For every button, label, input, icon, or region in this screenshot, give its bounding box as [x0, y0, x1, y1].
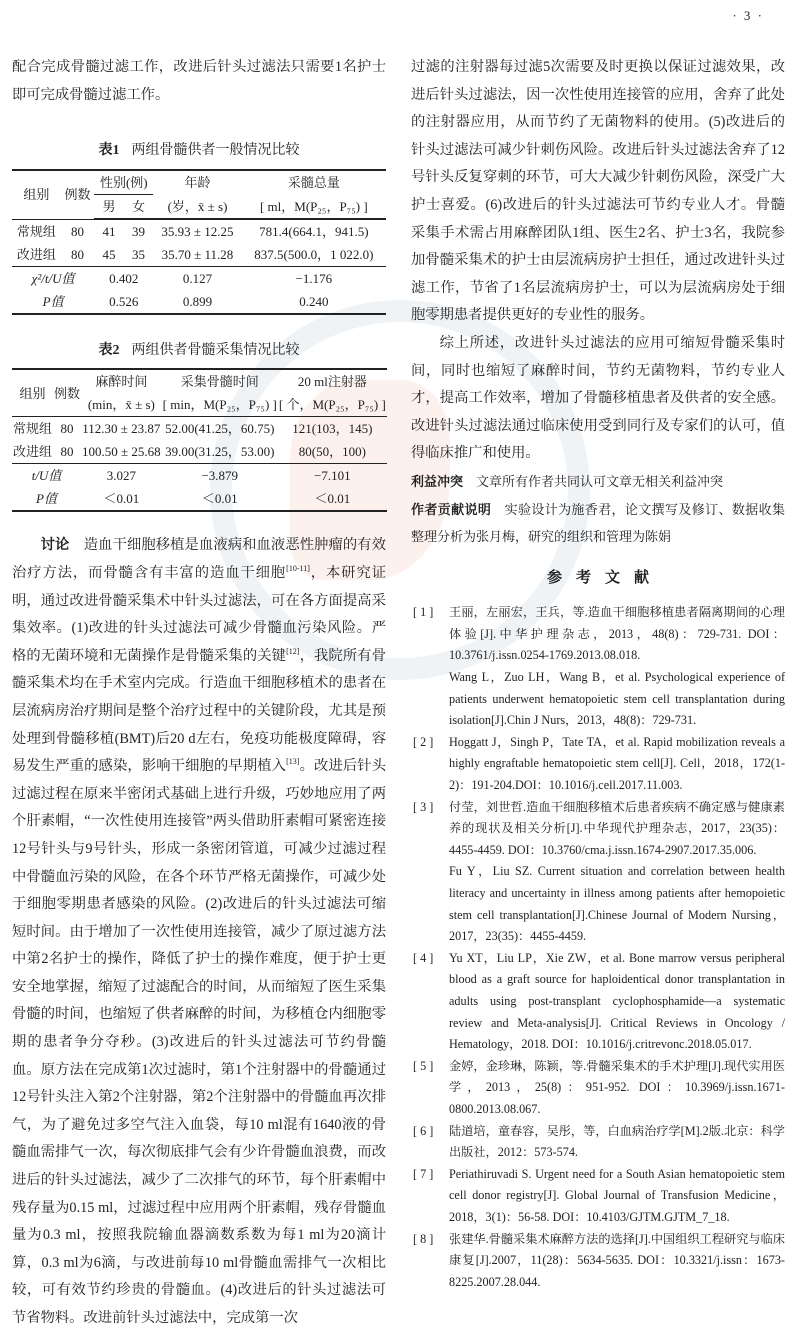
conflict-statement	[411, 468, 785, 496]
reference-item	[411, 1229, 785, 1294]
stats-cell: 0.127	[153, 266, 241, 290]
reference-text: 王丽，左丽宏，王兵，等.造血干细胞移植患者隔离期间的心理体验[J].中华护理杂志，2013，48(8)：729-731. DOI：10.3761/j.issn.0254-1769.2013.08.018.	[449, 605, 785, 663]
stats-cell: 0.402	[94, 266, 153, 290]
reference-text: 陆道培，童春容，吴彤，等，白血病治疗学[M].2版.北京：科学出版社，2012：573-574.	[449, 1123, 785, 1160]
reference-item	[411, 732, 785, 797]
discussion-text: ，我院所有骨髓采集术均在手术室内完成。行造血干细胞移植术的患者在层流病房治疗期间是整个治疗过程中的关键阶段，尤其是预处理到骨髓移植(BMT)后20 d左右，免疫功能极度障碍，容易发生严重的感染，影响干细胞的早期植入	[12, 647, 386, 775]
stats-cell: t/U值	[12, 464, 81, 488]
reference-body	[449, 1229, 785, 1294]
table1	[12, 169, 386, 315]
col-male: 男	[94, 194, 124, 218]
stats-cell: P值	[36, 491, 57, 507]
reference-number: [ 8 ]	[413, 1231, 434, 1246]
reference-list	[411, 602, 785, 1293]
table-cell: 80(50，100)	[298, 444, 366, 460]
citation: [13]	[286, 757, 300, 767]
stats-cell: 0.526	[109, 293, 139, 309]
reference-number: [ 7 ]	[413, 1166, 434, 1181]
conclusion-paragraph: 综上所述，改进针头过滤法的应用可缩短骨髓采集时间，同时也缩短了麻醉时间，节约无菌物料，节约专业人才，提高工作效率，增加了骨髓移植患者及供者的安全感。改进针头过滤法通过临床使用受到同行及专家们的认可，值得临床推广和使用。	[411, 334, 785, 462]
contribution-label: 作者贡献说明	[411, 501, 492, 517]
col-female: 女	[124, 194, 154, 218]
reference-body	[449, 948, 785, 1056]
table-cell: 常规组	[13, 421, 53, 437]
table-row	[12, 243, 386, 267]
reference-text: 金婷，金珍琳，陈颖，等.骨髓采集术的手术护理[J].现代实用医学，2013，25(8)：951-952. DOI：10.3969/j.issn.1671-0800.2013.08.067.	[449, 1058, 785, 1116]
table2-label: 表2	[98, 342, 120, 358]
reference-english: Wang L，Zuo LH，Wang B，et al. Psychological experience of patients underwent hematopoietic stem cell transplantation during isolation[J].Chin J Nurs，2013，48(8)：729-731.	[449, 670, 785, 728]
reference-text: Hoggatt J，Singh P，Tate TA，et al. Rapid mobilization reveals a highly engraftable hematopoietic stem cell[J]. Cell，2018，172(1-2)：191-204.DOI：10.1016/j.cell.2017.11.003.	[449, 734, 785, 793]
stats-cell: −1.176	[242, 266, 386, 290]
reference-item	[411, 1121, 785, 1164]
table2	[12, 368, 387, 512]
reference-number: [ 2 ]	[413, 734, 434, 749]
table-row	[12, 440, 387, 464]
col-group: 组别	[23, 187, 50, 203]
page-number: · 3 ·	[732, 8, 764, 23]
col-volume: 采髓总量	[287, 175, 340, 191]
reference-number: [ 3 ]	[413, 799, 434, 814]
reference-text: Yu XT，Liu LP，Xie ZW，et al. Bone marrow versus peripheral blood as a graft source for haploidentical donor transplantation in adults using post-transplant cyclophosphamide—a systematic review and Meta-analysis[J]. Critical Reviews in Oncology / Hematology，2018. DOI：10.1016/j.critrevonc.2018.05.017.	[449, 950, 785, 1052]
reference-text: Periathiruvadi S. Urgent need for a South Asian hematopoietic stem cell donor registry[J]. Global Journal of Transfusion Medicine，2018，3(1)：56-58. DOI：10.4103/GJTM.GJTM_7_18.	[449, 1166, 785, 1224]
stats-cell: ＜0.01	[103, 491, 140, 507]
reference-english: Fu Y，Liu SZ. Current situation and correlation between health literacy and uncertainty in illness among patients after hemopoietic stem cell transplantation[J].Chinese Journal of Modern Nursing，2017，23(35)：4455-4459.	[449, 864, 785, 944]
reference-body	[449, 1164, 785, 1229]
references-title: 参考文献	[546, 569, 663, 586]
table-cell: 80	[60, 421, 74, 437]
col-sex: 性别(例)	[94, 170, 153, 195]
contribution-statement	[411, 496, 785, 551]
reference-number: [ 1 ]	[413, 605, 434, 620]
discussion-text: 。改进后针头过滤过程在原来半密闭式基础上进行升级，巧妙地应用了两个肝素帽，“一次性使用连接管”两头借助肝素帽可紧密连接12号针头与9号针头，形成一条密闭管道，可减少过滤过程中骨髓血污染的风险，在各个环节严格无菌操作，可减少处于细胞零期患者感染的风险。(2)改进后的针头过滤法可缩短时间。由于增加了一次性使用连接管，减少了原过滤方法中第2名护士的操作，降低了护士的操作难度，便于护士更安全地掌握，缩短了过滤配合的时间，从而缩短了医生采集骨髓的时间，也缩短了供者麻醉的时间，为移植仓内细胞零期的患者争分夺秒。(3)改进后的针头过滤法可节约骨髓血。原方法在完成第1次过滤时，第1个注射器中的骨髓通过12号针头注入第2个注射器，第2个注射器中的骨髓血再次排气，为了避免过多空气注入血袋，每10 ml混有1640液的骨髓血需排气一次，每次彻底排气会有少许骨髓血浪费，而改进后的针头过滤法，减少了二次排气的环节，每个肝素帽中残存量为0.15 ml，过滤过程中应用两个肝素帽，残存骨髓血量为0.3 ml，按照我院输血器滴数系数为每1 ml为20滴计算，0.3 ml为6滴，与改进前每10 ml骨髓血需排气一次相比较，可有效节约珍贵的骨髓血。(4)改进后的针头过滤法可节省物料。改进前针头过滤法中，完成第一次	[12, 758, 386, 1326]
col-syringe: 20 ml注射器	[297, 374, 367, 390]
right-column	[411, 54, 785, 1293]
table-cell: 常规组	[16, 223, 56, 239]
table2-title: 两组供者骨髓采集情况比较	[131, 342, 300, 358]
table-cell: 改进组	[13, 444, 53, 460]
citation: [12]	[286, 646, 300, 656]
table-cell: 45	[102, 246, 116, 262]
table-cell: 112.30 ± 23.87	[82, 421, 161, 437]
discussion-paragraph	[12, 532, 386, 1332]
table-cell: 35.70 ± 11.28	[161, 246, 234, 262]
reference-body	[449, 797, 785, 948]
stats-cell: 3.027	[81, 464, 162, 488]
reference-number: [ 4 ]	[413, 950, 434, 965]
table1-title: 两组骨髓供者一般情况比较	[131, 143, 300, 159]
table-cell: 121(103，145)	[292, 421, 373, 437]
col-collect-unit: [ min，M(P₂₅，P₇₅) ]	[162, 397, 277, 413]
table-cell: 100.50 ± 25.68	[82, 444, 161, 460]
stats-cell: P值	[42, 293, 64, 309]
table-cell: 35	[132, 246, 146, 262]
reference-item	[411, 602, 785, 732]
col-volume-unit: [ ml，M(P₂₅，P₇₅) ]	[242, 194, 386, 218]
stats-row	[12, 464, 387, 488]
left-column	[12, 54, 386, 1333]
col-syringe-unit: [ 个，M(P₂₅，P₇₅) ]	[278, 397, 386, 413]
table-cell: 80	[60, 444, 74, 460]
reference-item	[411, 1056, 785, 1121]
reference-text: 付莹，刘世哲.造血干细胞移植术后患者疾病不确定感与健康素养的现状及相关分析[J].中华现代护理杂志，2017，23(35)：4455-4459. DOI：10.3760/cma.j.issn.1674-2907.2017.35.006.	[449, 799, 785, 857]
col-age-unit: (岁，x̄ ± s)	[153, 194, 241, 218]
stats-cell: ＜0.01	[314, 491, 351, 507]
discussion-text: 造血干细胞移植是血液病和血液恶性肿瘤的有效治疗方法，而骨髓含有丰富的造血干细胞	[12, 537, 387, 581]
intro-paragraph: 配合完成骨髓过滤工作，改进后针头过滤法只需要1名护士即可完成骨髓过滤工作。	[12, 59, 386, 103]
col-collect: 采集骨髓时间	[180, 374, 259, 390]
stats-cell: 0.899	[182, 293, 213, 309]
reference-body	[449, 1056, 785, 1121]
table-cell: 改进组	[16, 246, 56, 262]
table1-caption	[12, 137, 386, 165]
table-row	[12, 219, 386, 243]
reference-body	[449, 732, 785, 797]
table-cell: 52.00(41.25，60.75)	[165, 421, 275, 437]
table2-caption	[12, 337, 386, 365]
conflict-label: 利益冲突	[411, 473, 464, 489]
stats-cell: −7.101	[278, 464, 387, 488]
table-cell: 837.5(500.0，1 022.0)	[254, 246, 374, 262]
conflict-text: 文章所有作者共同认可文章无相关利益冲突	[476, 473, 724, 489]
col-anes: 麻醉时间	[95, 374, 148, 390]
reference-item	[411, 948, 785, 1056]
reference-text: 张建华.骨髓采集术麻醉方法的选择[J].中国组织工程研究与临床康复[J].2007，11(28)：5634-5635. DOI：10.3321/j.issn：1673-8225.2007.28.044.	[449, 1231, 785, 1289]
reference-item	[411, 1164, 785, 1229]
discussion-continuation: 过滤的注射器每过滤5次需要及时更换以保证过滤效果，改进后针头过滤法，因一次性使用连接管的应用，舍弃了此处的注射器应用，从而节约了无菌物料的使用。(5)改进后的针头过滤法可减少针刺伤风险。改进后针头过滤法舍弃了12号针头反复穿刺的环节，可大大减少针刺伤风险，深受广大护士喜爱。(6)改进后的针头过滤法可节约专业人才。骨髓采集手术需占用麻醉团队1组、医生2名、护士3名，我院参加骨髓采集术的护士由层流病房护士担任，通过改进针头过滤工作，节省了1名层流病房护士，可以为层流病房处于细胞零期患者提供更好的专业性的服务。	[411, 59, 785, 324]
discussion-text: ，本研究证明，通过改进骨髓采集术中针头过滤法，可在各方面提高采集效率。(1)改进的针头过滤法可减少骨髓血污染风险。严格的无菌环境和无菌操作是骨髓采集的关键	[12, 564, 387, 664]
stats-cell: ＜0.01	[201, 491, 238, 507]
stats-row	[12, 266, 386, 290]
table-row	[12, 417, 387, 441]
table1-label: 表1	[98, 143, 120, 159]
table-cell: 39	[132, 223, 146, 239]
table-cell: 80	[71, 246, 85, 262]
table-cell: 781.4(664.1，941.5)	[259, 223, 369, 239]
table-cell: 80	[71, 223, 85, 239]
table-cell: 41	[102, 223, 116, 239]
contribution-text: 实验设计为施香君，论文撰写及修订、数据收集整理分析为张月梅，研究的组织和管理为陈娟	[411, 501, 785, 545]
stats-cell: −3.879	[162, 464, 278, 488]
reference-number: [ 5 ]	[413, 1058, 434, 1073]
stats-cell: χ²/t/U值	[12, 266, 94, 290]
col-age: 年龄	[184, 175, 211, 191]
discussion-heading: 讨论	[40, 537, 70, 554]
reference-item	[411, 797, 785, 948]
reference-number: [ 6 ]	[413, 1123, 434, 1138]
col-n: 例数	[54, 385, 81, 401]
citation: [10-11]	[286, 563, 310, 573]
stats-row	[12, 487, 387, 511]
reference-body	[449, 1121, 785, 1164]
stats-row	[12, 290, 386, 314]
col-group: 组别	[19, 385, 46, 401]
table-cell: 39.00(31.25，53.00)	[165, 444, 275, 460]
col-n: 例数	[64, 187, 91, 203]
reference-body	[449, 602, 785, 732]
table-cell: 35.93 ± 12.25	[161, 223, 234, 239]
stats-cell: 0.240	[299, 293, 329, 309]
col-anes-unit: (min，x̄ ± s)	[87, 397, 155, 413]
